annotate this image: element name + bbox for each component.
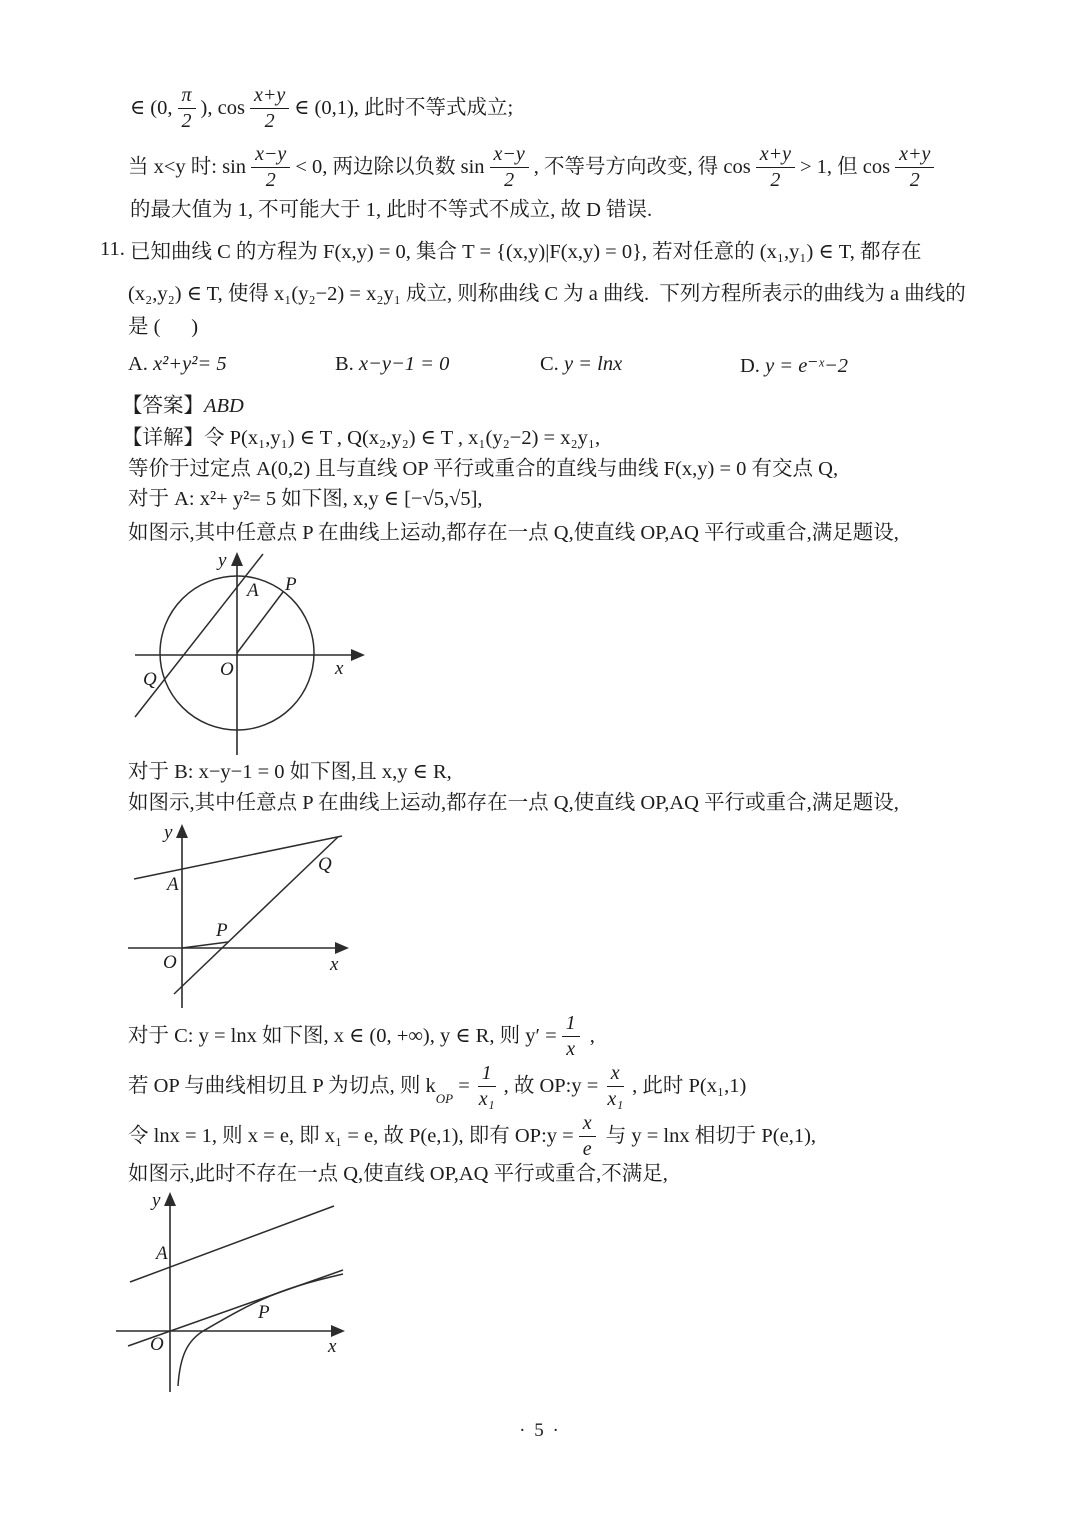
line-curve-B <box>174 837 338 994</box>
question-line-3 <box>128 313 198 343</box>
text-segment: 等价于过定点 A(0,2) 且与直线 OP 平行或重合的直线与曲线 F(x,y) = 0 有交点 Q, <box>128 458 839 480</box>
point-P-label: P <box>285 574 297 595</box>
text-segment: 对于 B: x−y−1 = 0 如下图,且 x,y ∈ R, <box>128 761 452 783</box>
text-segment: 已知曲线 C 的方程为 F(x,y) = 0, 集合 T = {(x,y)|F(x,y) = 0}, 若对任意的 (x₁,y₁) ∈ T, 都存在 <box>130 241 922 263</box>
text-segment: 【详解】令 P(x₁,y₁) ∈ T , Q(x₂,y₂) ∈ T , x₁(y₂−2) = x₂y₁, <box>122 427 601 449</box>
point-A-label: A <box>156 1243 168 1264</box>
y-axis-arrow-icon <box>164 1192 176 1206</box>
text-segment: , 不等号方向改变, 得 cos <box>533 155 751 178</box>
solution-line-9 <box>128 1112 816 1161</box>
solution-line-6 <box>128 789 899 819</box>
y-axis-arrow-icon <box>176 824 188 838</box>
solution-line-3 <box>128 485 483 515</box>
line-AQ <box>135 554 263 717</box>
point-P-label: P <box>258 1302 270 1323</box>
fraction: x−y 2 <box>251 143 290 192</box>
prelude-line-3 <box>130 196 652 226</box>
text-segment: ), cos <box>200 96 245 119</box>
fraction: x+y 2 <box>250 84 289 133</box>
solution-line-5 <box>128 758 452 788</box>
text-segment: 如图示,其中任意点 P 在曲线上运动,都存在一点 Q,使直线 OP,AQ 平行或重合,满足题设, <box>128 522 899 544</box>
text-segment: 若 OP 与曲线相切且 P 为切点, 则 k <box>128 1074 436 1097</box>
figure-log <box>100 1190 350 1410</box>
option-c: C. y = lnx <box>540 353 623 375</box>
x-axis-label: x <box>335 658 344 679</box>
text-segment: 对于 A: x²+ y²= 5 如下图, x,y ∈ [−√5,√5], <box>128 488 483 510</box>
answer-line <box>122 392 244 422</box>
option-b: B. x−y−1 = 0 <box>335 353 450 375</box>
prelude-line-2 <box>128 143 939 192</box>
y-axis-label: y <box>218 550 227 571</box>
option-d: D. y = e⁻ˣ−2 <box>740 355 849 377</box>
point-P-label: P <box>216 920 228 941</box>
text-segment: 令 lnx = 1, 则 x = e, 即 x₁ = e, 故 P(e,1), 即有 OP:y = <box>128 1124 574 1147</box>
point-Q-label: Q <box>143 669 157 690</box>
question-line-2 <box>128 280 966 310</box>
question-number: 11. <box>100 238 125 260</box>
solution-line-2 <box>128 455 838 485</box>
fraction: x−y 2 <box>490 143 529 192</box>
line-OP <box>237 592 283 653</box>
segment-OP <box>182 942 228 948</box>
fraction: π 2 <box>178 84 196 133</box>
subscript-segment: OP <box>435 1091 454 1107</box>
text-segment: , 故 OP:y = <box>503 1074 599 1097</box>
figure-circle <box>125 550 375 765</box>
fraction: x+y 2 <box>895 143 934 192</box>
text-segment: > 1, 但 cos <box>800 155 891 178</box>
answer-value: ABD <box>204 395 244 417</box>
text-segment: 的最大值为 1, 不可能大于 1, 此时不等式不成立, 故 D 错误. <box>130 199 653 221</box>
point-A-label: A <box>167 874 179 895</box>
text-segment: ∈ (0,1), 此时不等式成立; <box>294 96 514 119</box>
figure-lines <box>110 822 355 1014</box>
y-axis-label: y <box>164 822 173 843</box>
text-segment: (x₂,y₂) ∈ T, 使得 x₁(y₂−2) = x₂y₁ 成立, 则称曲线 C 为 a 曲线. 下列方程所表示的曲线为 a 曲线的 <box>128 283 966 305</box>
text-segment: 与 y = lnx 相切于 P(e,1), <box>600 1124 817 1147</box>
x-axis-label: x <box>330 954 339 975</box>
x-axis-arrow-icon <box>351 649 365 661</box>
solution-line-4 <box>128 519 899 549</box>
solution-line-8 <box>128 1062 746 1111</box>
text-segment: = <box>453 1074 470 1097</box>
fraction: $\frac{1}{x}$ <box>562 1012 580 1061</box>
text-segment: 如图示,其中任意点 P 在曲线上运动,都存在一点 Q,使直线 OP,AQ 平行或重合,满足题设, <box>128 792 899 814</box>
fraction: x+y 2 <box>756 143 795 192</box>
log-curve <box>178 1274 343 1386</box>
origin-label: O <box>220 659 234 680</box>
text-segment: 当 x<y 时: sin <box>128 155 247 178</box>
text-segment: < 0, 两边除以负数 sin <box>295 155 485 178</box>
option-a: A. x²+y²= 5 <box>128 353 227 375</box>
fraction: $\frac{x}{e}$ <box>579 1112 596 1161</box>
origin-label: O <box>150 1334 164 1355</box>
x-axis-label: x <box>328 1336 337 1357</box>
x-axis-arrow-icon <box>335 942 349 954</box>
fraction: $\frac{x}{\text{x₁}}$ <box>607 1062 624 1110</box>
solution-line-1 <box>122 424 600 454</box>
options-row <box>128 353 958 383</box>
text-segment: 对于 C: y = lnx 如下图, x ∈ (0, +∞), y ∈ R, 则 y′ = <box>128 1024 557 1047</box>
text-segment: , 此时 P(x₁,1) <box>632 1074 747 1097</box>
point-Q-label: Q <box>318 854 332 875</box>
fraction: $\frac{1}{\text{x₁}}$ <box>478 1062 495 1110</box>
solution-line-7 <box>128 1012 595 1061</box>
point-A-label: A <box>247 580 259 601</box>
text-segment: 如图示,此时不存在一点 Q,使直线 OP,AQ 平行或重合,不满足, <box>128 1163 668 1185</box>
solution-line-10 <box>128 1160 668 1190</box>
answer-tag: 【答案】 <box>122 395 204 417</box>
y-axis-label: y <box>152 1190 161 1211</box>
page-number: · 5 · <box>519 1420 561 1441</box>
prelude-line-1 <box>130 84 513 133</box>
text-segment: , <box>584 1024 595 1047</box>
y-axis-arrow-icon <box>231 552 243 566</box>
origin-label: O <box>163 952 177 973</box>
text-segment: 是 ( ) <box>128 316 199 338</box>
question-line-1 <box>130 238 922 268</box>
text-segment: ∈ (0, <box>130 96 173 119</box>
